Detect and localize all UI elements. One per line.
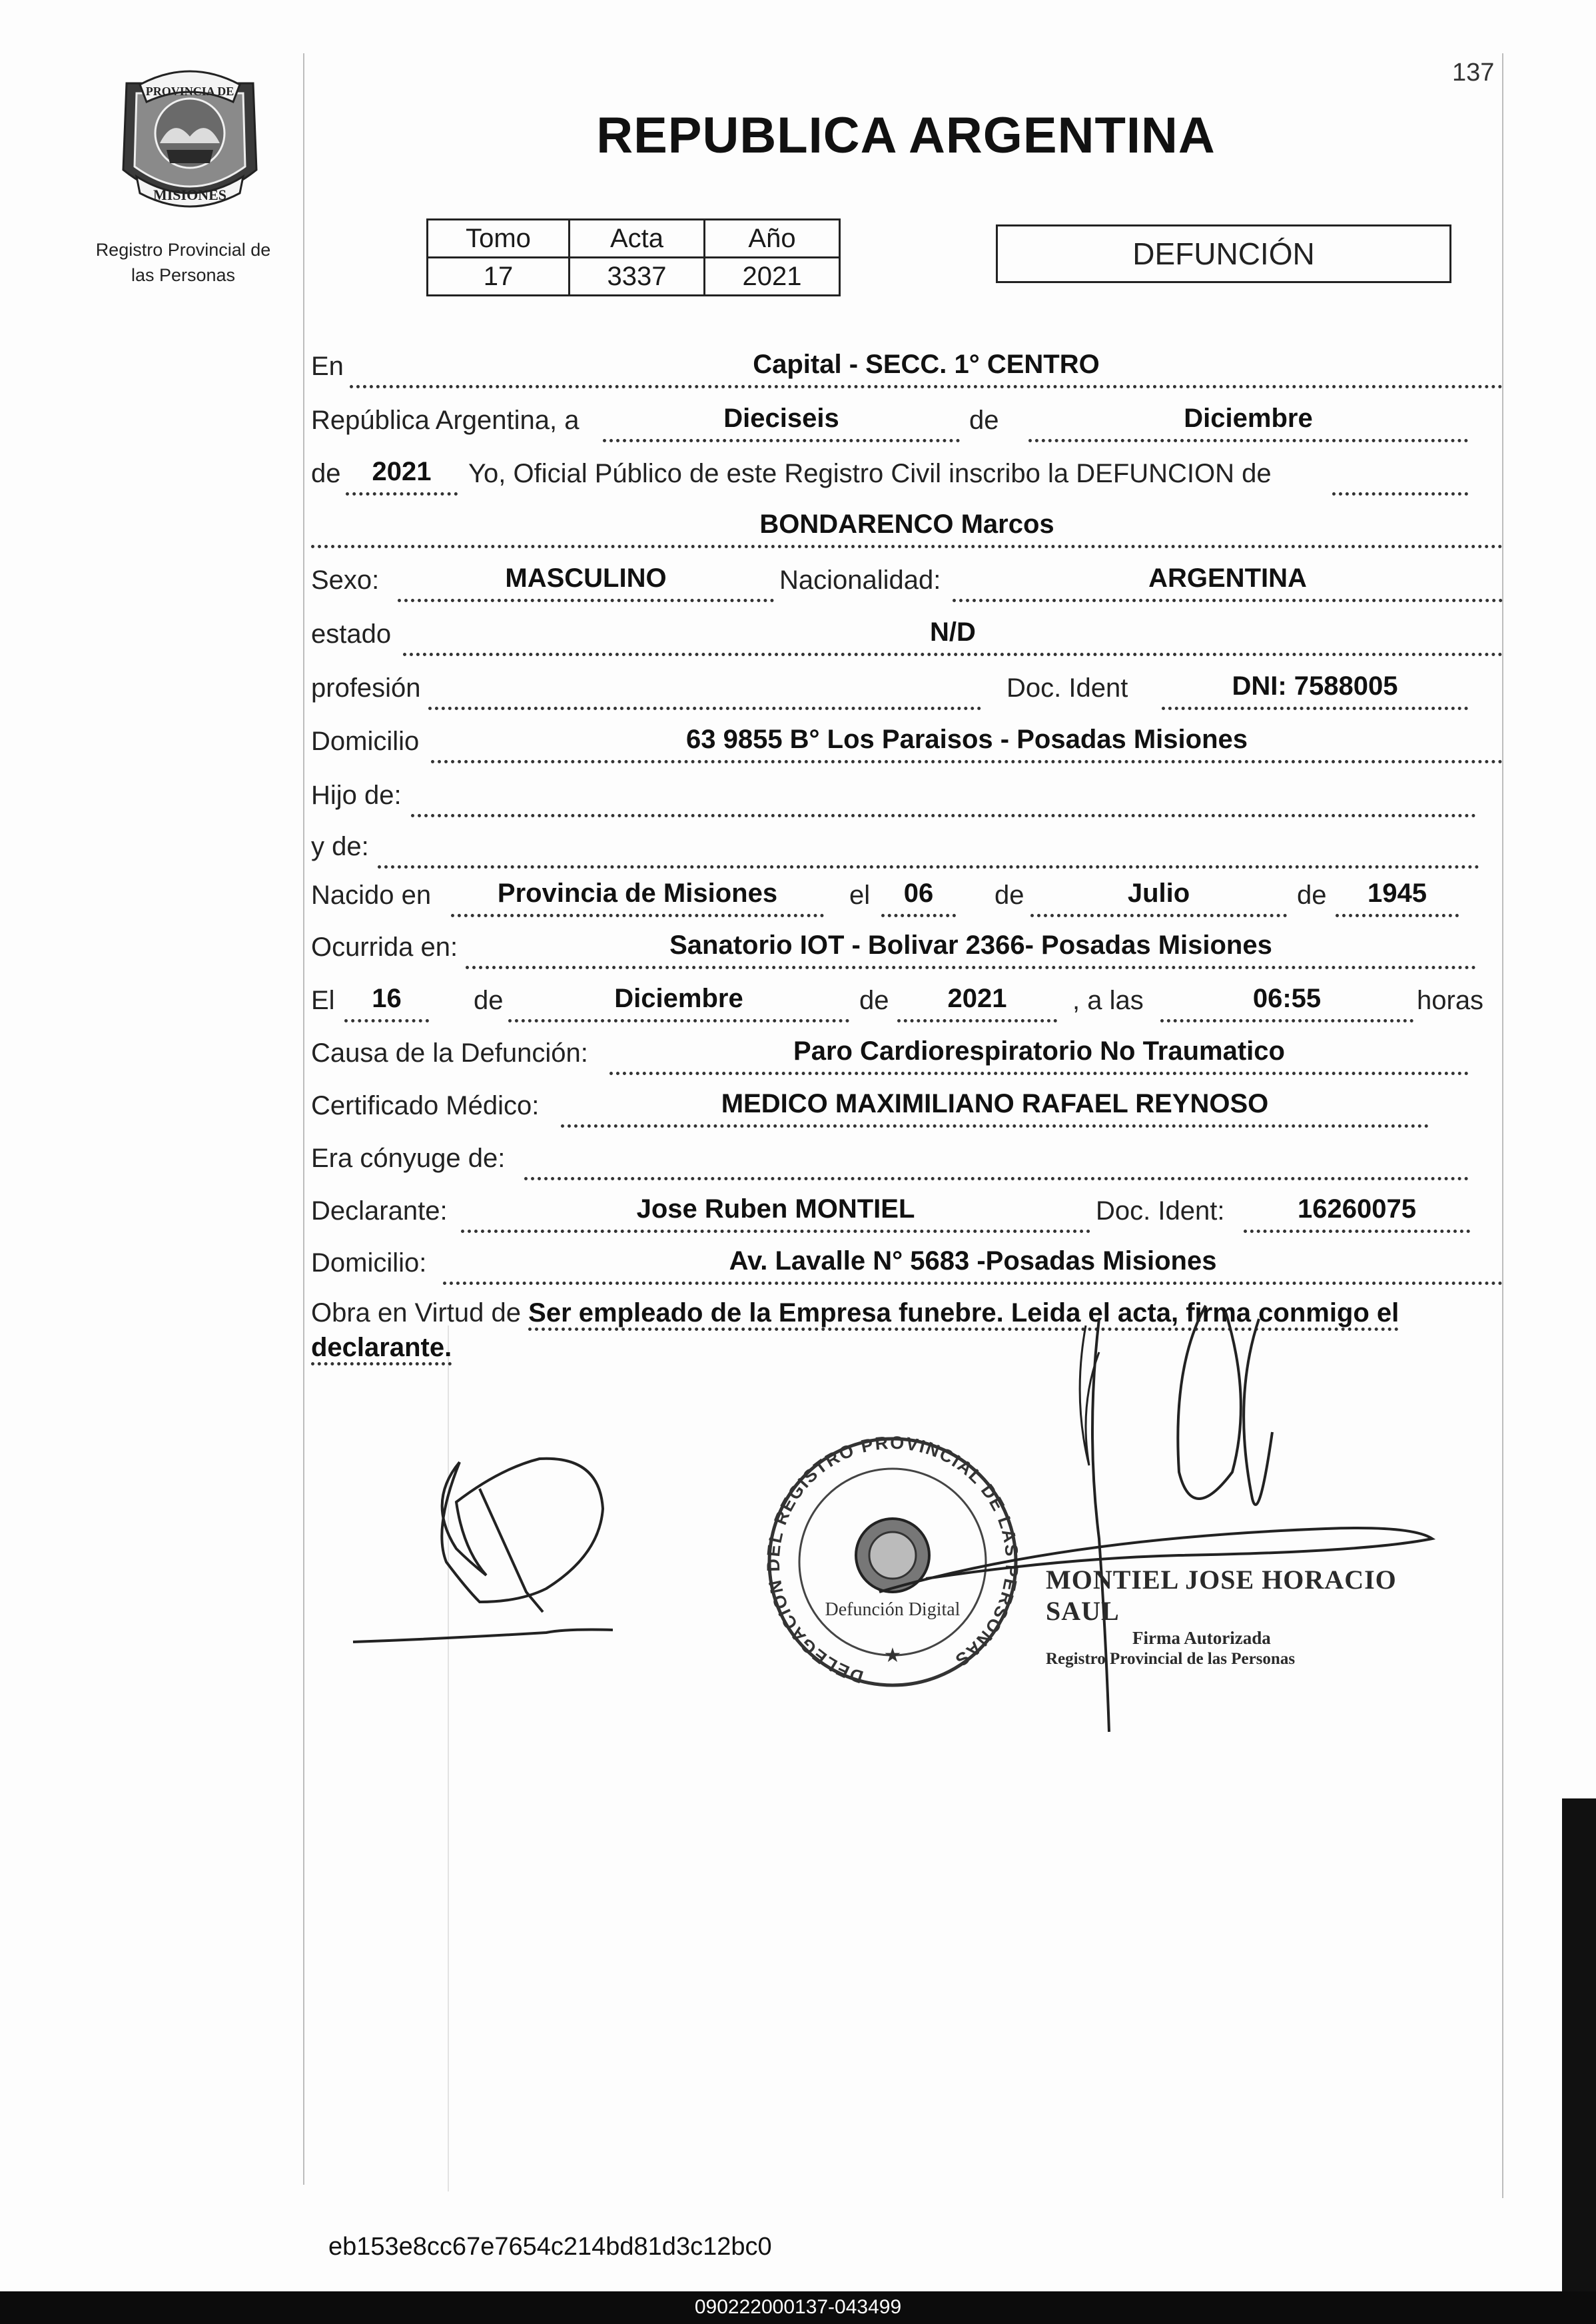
document-title bbox=[0, 107, 1512, 165]
nacido-de1-label: de bbox=[995, 881, 1024, 910]
nacionalidad-field: ARGENTINA bbox=[953, 562, 1503, 602]
row-sexo bbox=[311, 562, 1503, 601]
def-day-field: 16 bbox=[344, 982, 429, 1022]
en-field: Capital - SECC. 1° CENTRO bbox=[350, 348, 1503, 388]
estado-label: estado bbox=[311, 619, 392, 649]
organization-name bbox=[73, 237, 293, 288]
horas-label: horas bbox=[1417, 986, 1484, 1015]
fecha-month-field: Diciembre bbox=[1028, 402, 1468, 442]
ocurrida-label: Ocurrida en: bbox=[311, 933, 458, 962]
row-profesion bbox=[311, 669, 1503, 709]
sexo-label: Sexo: bbox=[311, 566, 380, 595]
obra-label: Obra en Virtud de bbox=[311, 1298, 522, 1328]
acta-value: 3337 bbox=[570, 258, 705, 296]
domicilio-label: Domicilio bbox=[311, 727, 420, 756]
declarante-doc-field: 16260075 bbox=[1244, 1192, 1470, 1233]
row-fecha-defuncion bbox=[311, 982, 1503, 1022]
y-de-field bbox=[378, 828, 1479, 869]
fecha-label: República Argentina, a bbox=[311, 406, 580, 435]
stamp-inner-text: Defunción Digital bbox=[825, 1599, 961, 1620]
row-declarante bbox=[311, 1192, 1503, 1232]
declarante-doc-label: Doc. Ident: bbox=[1096, 1196, 1225, 1226]
stamp-ring-text: DELEGACION DEL REGISTRO PROVINCIAL DE LAS PERSONAS bbox=[763, 1432, 1022, 1687]
official-signature-icon bbox=[859, 1299, 1459, 1752]
nacido-month-field: Julio bbox=[1030, 877, 1287, 917]
a-las-label: , a las bbox=[1072, 986, 1144, 1015]
domicilio-decl-label: Domicilio: bbox=[311, 1248, 427, 1278]
row-conyuge bbox=[311, 1140, 1503, 1180]
certificado-label: Certificado Médico: bbox=[311, 1091, 540, 1120]
hijo-de-label: Hijo de: bbox=[311, 781, 402, 810]
left-margin-line bbox=[303, 53, 304, 2185]
nacido-de2-label: de bbox=[1297, 881, 1327, 910]
obra-field: Ser empleado de la Empresa funebre. Leida el acta, firma conmigo el declarante. bbox=[311, 1298, 1399, 1365]
registry-header-row bbox=[428, 220, 840, 258]
title-text: REPUBLICA ARGENTINA bbox=[596, 107, 1216, 164]
en-label: En bbox=[311, 352, 344, 381]
row-domicilio bbox=[311, 723, 1503, 763]
tomo-header: Tomo bbox=[428, 220, 570, 258]
stamp-star-icon: ★ bbox=[883, 1645, 902, 1667]
deceased-name-field: BONDARENCO Marcos bbox=[311, 508, 1503, 548]
authority-name: MONTIEL JOSE HORACIO SAUL bbox=[1046, 1565, 1397, 1626]
estado-field: N/D bbox=[403, 615, 1503, 656]
declarant-signature-icon bbox=[346, 1449, 679, 1662]
inscribo-trailing-field bbox=[1332, 455, 1468, 496]
def-time-field: 06:55 bbox=[1160, 982, 1413, 1022]
causa-label: Causa de la Defunción: bbox=[311, 1038, 588, 1068]
domicilio-decl-field: Av. Lavalle N° 5683 -Posadas Misiones bbox=[443, 1244, 1503, 1285]
barcode-text: 090222000137-043499 bbox=[694, 2296, 902, 2318]
certificado-field: MEDICO MAXIMILIANO RAFAEL REYNOSO bbox=[561, 1087, 1429, 1128]
row-nacido bbox=[311, 877, 1503, 917]
domicilio-field: 63 9855 B° Los Paraisos - Posadas Misiones bbox=[431, 723, 1503, 763]
row-causa bbox=[311, 1034, 1503, 1074]
anio-header: Año bbox=[705, 220, 840, 258]
registry-value-row bbox=[428, 258, 840, 296]
row-domicilio-declarante bbox=[311, 1244, 1503, 1284]
authority-block bbox=[1046, 1564, 1405, 1669]
document-type-box: DEFUNCIÓN bbox=[996, 224, 1451, 283]
organization-line-1: Registro Provincial de bbox=[95, 240, 271, 260]
page-number: 137 bbox=[1452, 59, 1495, 87]
anio-field: 2021 bbox=[346, 455, 458, 496]
row-nombre bbox=[311, 508, 1503, 548]
tomo-value: 17 bbox=[428, 258, 570, 296]
anio-value: 2021 bbox=[705, 258, 840, 296]
seal-bottom-text: MISIONES bbox=[153, 187, 227, 203]
seal-top-text: PROVINCIA DE bbox=[145, 85, 234, 98]
declarante-field: Jose Ruben MONTIEL bbox=[461, 1192, 1090, 1233]
registry-table bbox=[426, 218, 841, 296]
profesion-label: profesión bbox=[311, 673, 421, 703]
def-year-field: 2021 bbox=[897, 982, 1057, 1022]
acta-header: Acta bbox=[570, 220, 705, 258]
row-anio bbox=[311, 455, 1503, 495]
declarante-label: Declarante: bbox=[311, 1196, 448, 1226]
anio-label: de bbox=[311, 459, 341, 488]
sexo-field: MASCULINO bbox=[398, 562, 774, 602]
row-hijo-de bbox=[311, 777, 1503, 817]
organization-line-2: las Personas bbox=[131, 265, 236, 285]
profesion-field bbox=[428, 669, 981, 710]
def-month-field: Diciembre bbox=[508, 982, 849, 1022]
hijo-de-field bbox=[411, 777, 1476, 817]
nacido-place-field: Provincia de Misiones bbox=[451, 877, 824, 917]
nacionalidad-label: Nacionalidad: bbox=[779, 566, 941, 595]
authority-office: Registro Provincial de las Personas bbox=[1046, 1650, 1296, 1668]
def-de2-label: de bbox=[859, 986, 889, 1015]
ocurrida-field: Sanatorio IOT - Bolivar 2366- Posadas Misiones bbox=[466, 929, 1476, 969]
fecha-day-field: Dieciseis bbox=[603, 402, 960, 442]
fecha-de-label: de bbox=[969, 406, 999, 435]
document-hash: eb153e8cc67e7654c214bd81d3c12bc0 bbox=[328, 2233, 772, 2261]
row-y-de bbox=[311, 828, 1503, 868]
def-de1-label: de bbox=[474, 986, 504, 1015]
conyuge-field bbox=[524, 1140, 1469, 1180]
row-fecha bbox=[311, 402, 1503, 442]
row-certificado bbox=[311, 1087, 1503, 1127]
doc-ident-field: DNI: 7588005 bbox=[1162, 669, 1468, 710]
row-ocurrida bbox=[311, 929, 1503, 968]
nacido-day-field: 06 bbox=[881, 877, 956, 917]
nacido-label: Nacido en bbox=[311, 881, 432, 910]
causa-field: Paro Cardiorespiratorio No Traumatico bbox=[609, 1034, 1469, 1075]
row-estado bbox=[311, 615, 1503, 655]
nacido-year-field: 1945 bbox=[1336, 877, 1459, 917]
y-de-label: y de: bbox=[311, 832, 369, 861]
el-label: El bbox=[311, 986, 335, 1015]
nacido-el-label: el bbox=[849, 881, 871, 910]
authority-role: Firma Autorizada bbox=[1132, 1628, 1271, 1648]
scan-edge-shadow bbox=[1562, 1798, 1596, 2291]
conyuge-label: Era cónyuge de: bbox=[311, 1144, 506, 1173]
row-en bbox=[311, 348, 1503, 388]
inscribo-text: Yo, Oficial Público de este Registro Civil inscribo la DEFUNCION de bbox=[468, 459, 1272, 488]
doc-ident-label: Doc. Ident bbox=[1006, 673, 1128, 703]
